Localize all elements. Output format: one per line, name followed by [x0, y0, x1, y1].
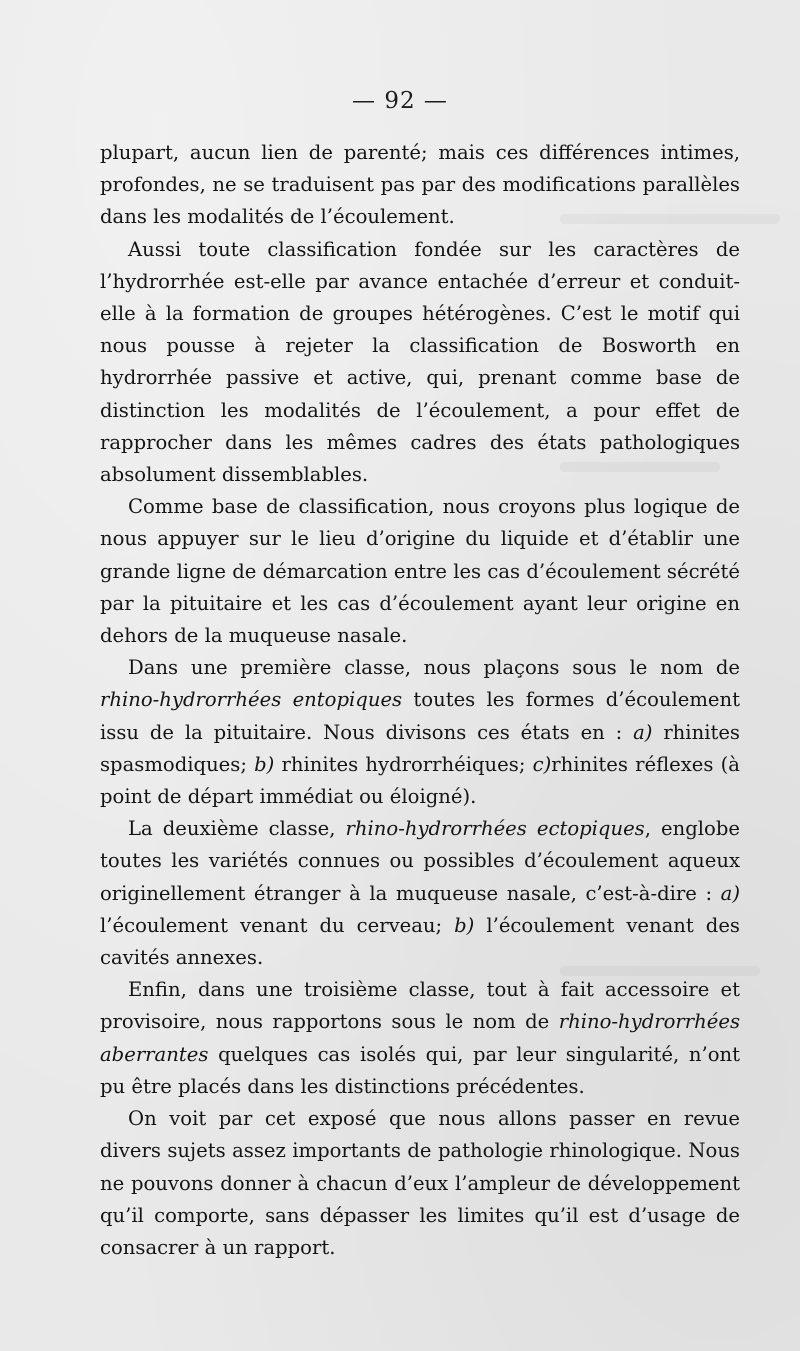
italic-marker: b) — [454, 913, 475, 937]
italic-term: rhino-hydrorrhées aberrantes — [100, 1010, 740, 1066]
text-run: Enfin, dans une troisième classe, tout à fait accessoire et provisoire, nous rapportons sous le nom de — [100, 978, 740, 1034]
text-run: l’écoulement venant du cerveau; — [100, 913, 455, 937]
italic-marker: a) — [633, 720, 653, 744]
italic-marker: c) — [532, 752, 552, 776]
text-run: rhinites spasmodiques; — [100, 720, 740, 776]
paragraph-4 — [100, 652, 740, 813]
italic-marker: b) — [254, 752, 275, 776]
paragraph-6 — [100, 974, 740, 1103]
italic-term: rhino-hydrorrhées ectopiques — [345, 817, 645, 841]
paragraph-1: plupart, aucun lien de parenté; mais ces différences intimes, profondes, ne se traduisent pas par des modifications parallèles dans les modalités de l’écoulement. — [100, 141, 740, 229]
text-run: Dans une première classe, nous plaçons sous le nom de — [128, 656, 740, 680]
paragraph-5 — [100, 813, 740, 974]
italic-marker: a) — [720, 881, 740, 905]
text-run: toutes les formes d’écoulement issu de la pituitaire. Nous divisons ces états en : — [100, 688, 741, 744]
text-run: rhinites hydrorrhéiques; — [274, 752, 533, 776]
text-run: rhinites réflexes (à point de départ immédiat ou éloigné). — [100, 752, 740, 809]
paragraph-2: Aussi toute classification fondée sur les caractères de l’hydrorrhée est-elle par avance entachée d’erreur et conduit-elle à la formation de groupes hétérogènes. C’est le motif qui nous pousse à rejeter la classification de Bosworth en hydrorrhée passive et active, qui, prenant comme base de distinction les modalités de l’écoulement, a pour effet de rapprocher dans les mêmes cadres des états pathologiques absolument dissemblables. — [100, 237, 740, 487]
text-run: La deuxième classe, — [128, 817, 346, 841]
page-number: — 92 — — [352, 88, 448, 114]
italic-term: rhino-hydrorrhées entopiques — [100, 688, 403, 712]
text-run: l’écoulement venant des cavités annexes. — [100, 913, 740, 970]
text-run: , englobe toutes les variétés connues ou possibles d’écoulement aqueux originellement étranger à la muqueuse nasale, c’est-à-dire : — [100, 817, 740, 905]
paragraph-3: Comme base de classification, nous croyons plus logique de nous appuyer sur le lieu d’origine du liquide et d’établir une grande ligne de démarcation entre les cas d’écoulement sécrété par la pituitaire et les cas d’écoulement ayant leur origine en dehors de la muqueuse nasale. — [100, 495, 740, 648]
paragraph-7: On voit par cet exposé que nous allons passer en revue divers sujets assez importants de pathologie rhinologique. Nous ne pouvons donner à chacun d’eux l’ampleur de développement qu’il comporte, sans dépasser les limites qu’il est d’usage de consacrer à un rapport. — [100, 1107, 740, 1259]
text-run: quelques cas isolés qui, par leur singularité, n’ont pu être placés dans les distinctions précédentes. — [100, 1042, 740, 1098]
body-text — [100, 137, 740, 1264]
